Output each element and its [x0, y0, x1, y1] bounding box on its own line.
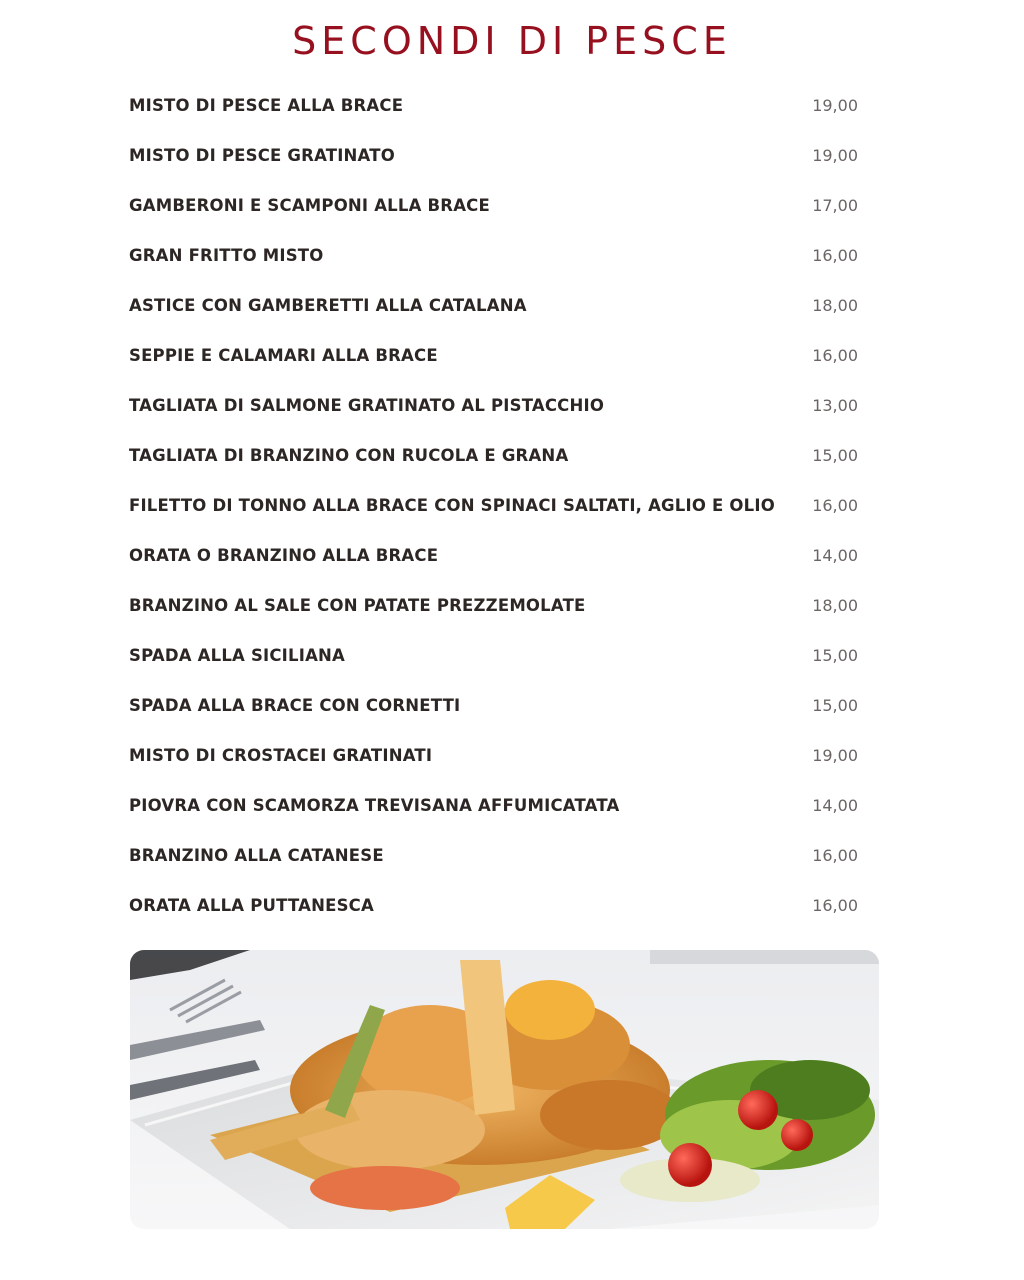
- menu-item: [129, 532, 860, 582]
- dish-name: SEPPIE E CALAMARI ALLA BRACE: [129, 346, 438, 365]
- menu-item: [129, 682, 860, 732]
- dish-price: 14,00: [812, 796, 858, 815]
- menu-item: [129, 282, 860, 332]
- menu-item: [129, 132, 860, 182]
- dish-price: 16,00: [812, 846, 858, 865]
- dish-name: ASTICE CON GAMBERETTI ALLA CATALANA: [129, 296, 527, 315]
- dish-name: SPADA ALLA SICILIANA: [129, 646, 346, 665]
- menu-item: [129, 482, 860, 532]
- dish-price: 14,00: [812, 546, 858, 565]
- menu-item: [129, 332, 860, 382]
- menu-item: [129, 782, 860, 832]
- menu-item: [129, 832, 860, 882]
- dish-name: TAGLIATA DI BRANZINO CON RUCOLA E GRANA: [129, 446, 569, 465]
- dish-price: 18,00: [812, 296, 858, 315]
- dish-price: 19,00: [812, 96, 858, 115]
- dish-name: GRAN FRITTO MISTO: [129, 246, 324, 265]
- menu-item: [129, 382, 860, 432]
- dish-price: 19,00: [812, 746, 858, 765]
- dish-name: BRANZINO ALLA CATANESE: [129, 846, 384, 865]
- dish-name: PIOVRA CON SCAMORZA TREVISANA AFFUMICATATA: [129, 796, 620, 815]
- dish-name: ORATA ALLA PUTTANESCA: [129, 896, 374, 915]
- dish-name: SPADA ALLA BRACE CON CORNETTI: [129, 696, 461, 715]
- dish-price: 18,00: [812, 596, 858, 615]
- dish-price: 15,00: [812, 446, 858, 465]
- dish-price: 13,00: [812, 396, 858, 415]
- menu-item: [129, 882, 860, 932]
- menu-item: [129, 732, 860, 782]
- dish-price: 17,00: [812, 196, 858, 215]
- menu-item: [129, 582, 860, 632]
- menu-item: [129, 632, 860, 682]
- dish-price: 19,00: [812, 146, 858, 165]
- menu-item: [129, 232, 860, 282]
- dish-price: 16,00: [812, 896, 858, 915]
- menu-item: [129, 182, 860, 232]
- dish-name: FILETTO DI TONNO ALLA BRACE CON SPINACI SALTATI, AGLIO E OLIO: [129, 496, 775, 515]
- dish-price: 16,00: [812, 346, 858, 365]
- dish-price: 15,00: [812, 646, 858, 665]
- dish-price: 16,00: [812, 496, 858, 515]
- dish-name: ORATA O BRANZINO ALLA BRACE: [129, 546, 439, 565]
- dish-name: TAGLIATA DI SALMONE GRATINATO AL PISTACCHIO: [129, 396, 605, 415]
- dish-price: 16,00: [812, 246, 858, 265]
- dish-name: MISTO DI PESCE ALLA BRACE: [129, 96, 404, 115]
- dish-name: GAMBERONI E SCAMPONI ALLA BRACE: [129, 196, 490, 215]
- menu-item: [129, 82, 860, 132]
- dish-name: MISTO DI PESCE GRATINATO: [129, 146, 395, 165]
- dish-price: 15,00: [812, 696, 858, 715]
- menu-item: [129, 432, 860, 482]
- menu-list: [129, 82, 860, 932]
- dish-name: BRANZINO AL SALE CON PATATE PREZZEMOLATE: [129, 596, 586, 615]
- page-title: SECONDI DI PESCE: [292, 19, 732, 63]
- fried-seafood-photo: [130, 950, 879, 1229]
- dish-name: MISTO DI CROSTACEI GRATINATI: [129, 746, 433, 765]
